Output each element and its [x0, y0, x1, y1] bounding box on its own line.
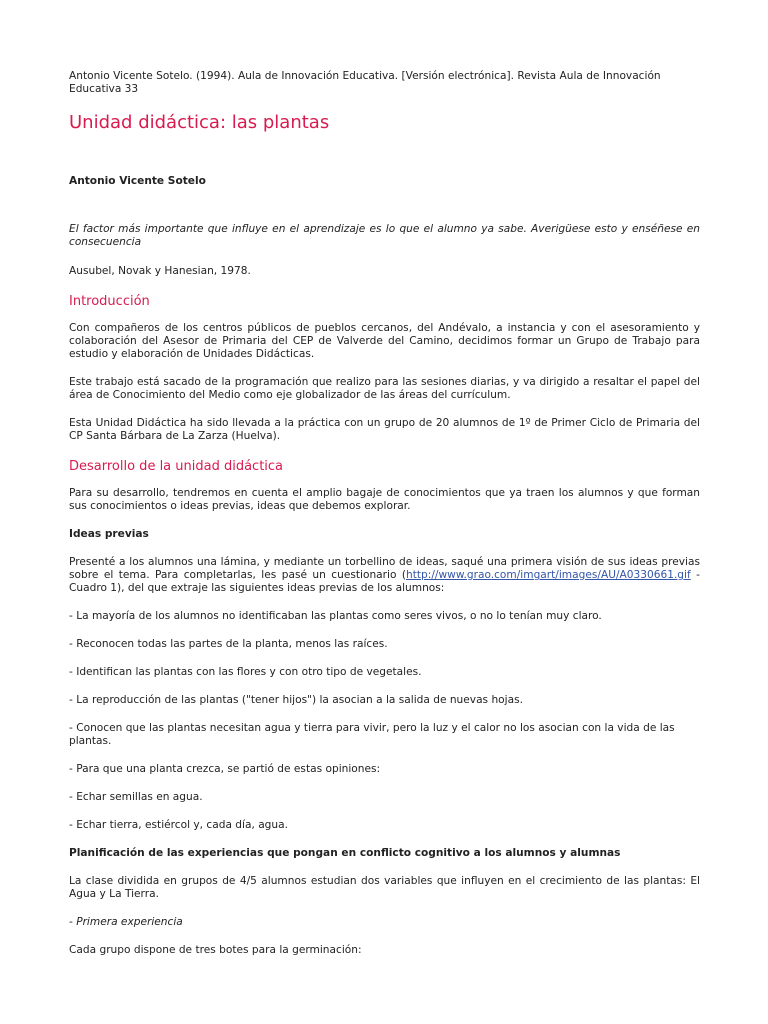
intro-paragraph: Esta Unidad Didáctica ha sido llevada a la práctica con un grupo de 20 alumnos de 1º de Primer Ciclo de Primaria del CP Santa Bárbara de La Zarza (Huelva). — [69, 417, 700, 442]
list-item: - Identifican las plantas con las flores y con otro tipo de vegetales. — [69, 666, 422, 678]
intro-paragraph: Con compañeros de los centros públicos de pueblos cercanos, del Andévalo, a instancia y con el asesoramiento y colaboración del Asesor de Primaria del CEP de Valverde del Camino, decidimos formar un Grupo de Trabajo para estudio y elaboración de Unidades Didácticas. — [69, 322, 700, 360]
subheading-ideas-previas: Ideas previas — [69, 528, 149, 540]
cuestionario-link[interactable]: http://www.grao.com/imgart/images/AU/A0330661.gif — [406, 569, 691, 581]
list-item: - La mayoría de los alumnos no identificaban las plantas como seres vivos, o no lo tenían muy claro. — [69, 610, 602, 622]
section-heading-desarrollo: Desarrollo de la unidad didáctica — [69, 459, 284, 474]
subheading-planificacion: Planificación de las experiencias que pongan en conflicto cognitivo a los alumnos y alumnas — [69, 847, 621, 859]
ideas-previas-intro — [69, 556, 700, 595]
primera-experiencia-label: - Primera experiencia — [69, 916, 183, 928]
epigraph-quote: El factor más importante que influye en el aprendizaje es lo que el alumno ya sabe. Averigüese esto y enséñese en consecuencia — [69, 223, 700, 248]
ideas-previas-intro-text: Presenté a los alumnos una lámina, y mediante un torbellino de ideas, saqué una primera visión de sus ideas previas sobre el tema. Para completarlas, les pasé un cuestionario ( — [69, 556, 700, 581]
desarrollo-paragraph: Para su desarrollo, tendremos en cuenta el amplio bagaje de conocimientos que ya traen los alumnos y que forman sus conocimientos o ideas previas, ideas que debemos explorar. — [69, 487, 700, 512]
page-title: Unidad didáctica: las plantas — [69, 112, 330, 133]
list-item: - Echar semillas en agua. — [69, 791, 203, 803]
ideas-previas-intro-text-end: - Cuadro 1), del que extraje las siguientes ideas previas de los alumnos: — [69, 569, 700, 594]
list-item: - Conocen que las plantas necesitan agua y tierra para vivir, pero la luz y el calor no los asocian con la vida de las plantas. — [69, 722, 675, 747]
list-item: - Echar tierra, estiércol y, cada día, agua. — [69, 819, 288, 831]
list-item: - Para que una planta crezca, se partió de estas opiniones: — [69, 763, 381, 775]
citation: Antonio Vicente Sotelo. (1994). Aula de Innovación Educativa. [Versión electrónica]. Revista Aula de Innovación Educativa 33 — [69, 70, 661, 95]
author-name: Antonio Vicente Sotelo — [69, 175, 206, 187]
intro-paragraph: Este trabajo está sacado de la programación que realizo para las sesiones diarias, y va dirigido a resaltar el papel del área de Conocimiento del Medio como eje globalizador de las áreas del currículum. — [69, 376, 700, 401]
section-heading-introduccion: Introducción — [69, 294, 150, 309]
planificacion-paragraph: La clase dividida en grupos de 4/5 alumnos estudian dos variables que influyen en el crecimiento de las plantas: El Agua y La Tierra. — [69, 875, 700, 900]
epigraph-source: Ausubel, Novak y Hanesian, 1978. — [69, 265, 251, 277]
list-item: - Reconocen todas las partes de la planta, menos las raíces. — [69, 638, 388, 650]
list-item: - La reproducción de las plantas ("tener hijos") la asocian a la salida de nuevas hojas. — [69, 694, 523, 706]
botes-paragraph: Cada grupo dispone de tres botes para la germinación: — [69, 944, 362, 956]
